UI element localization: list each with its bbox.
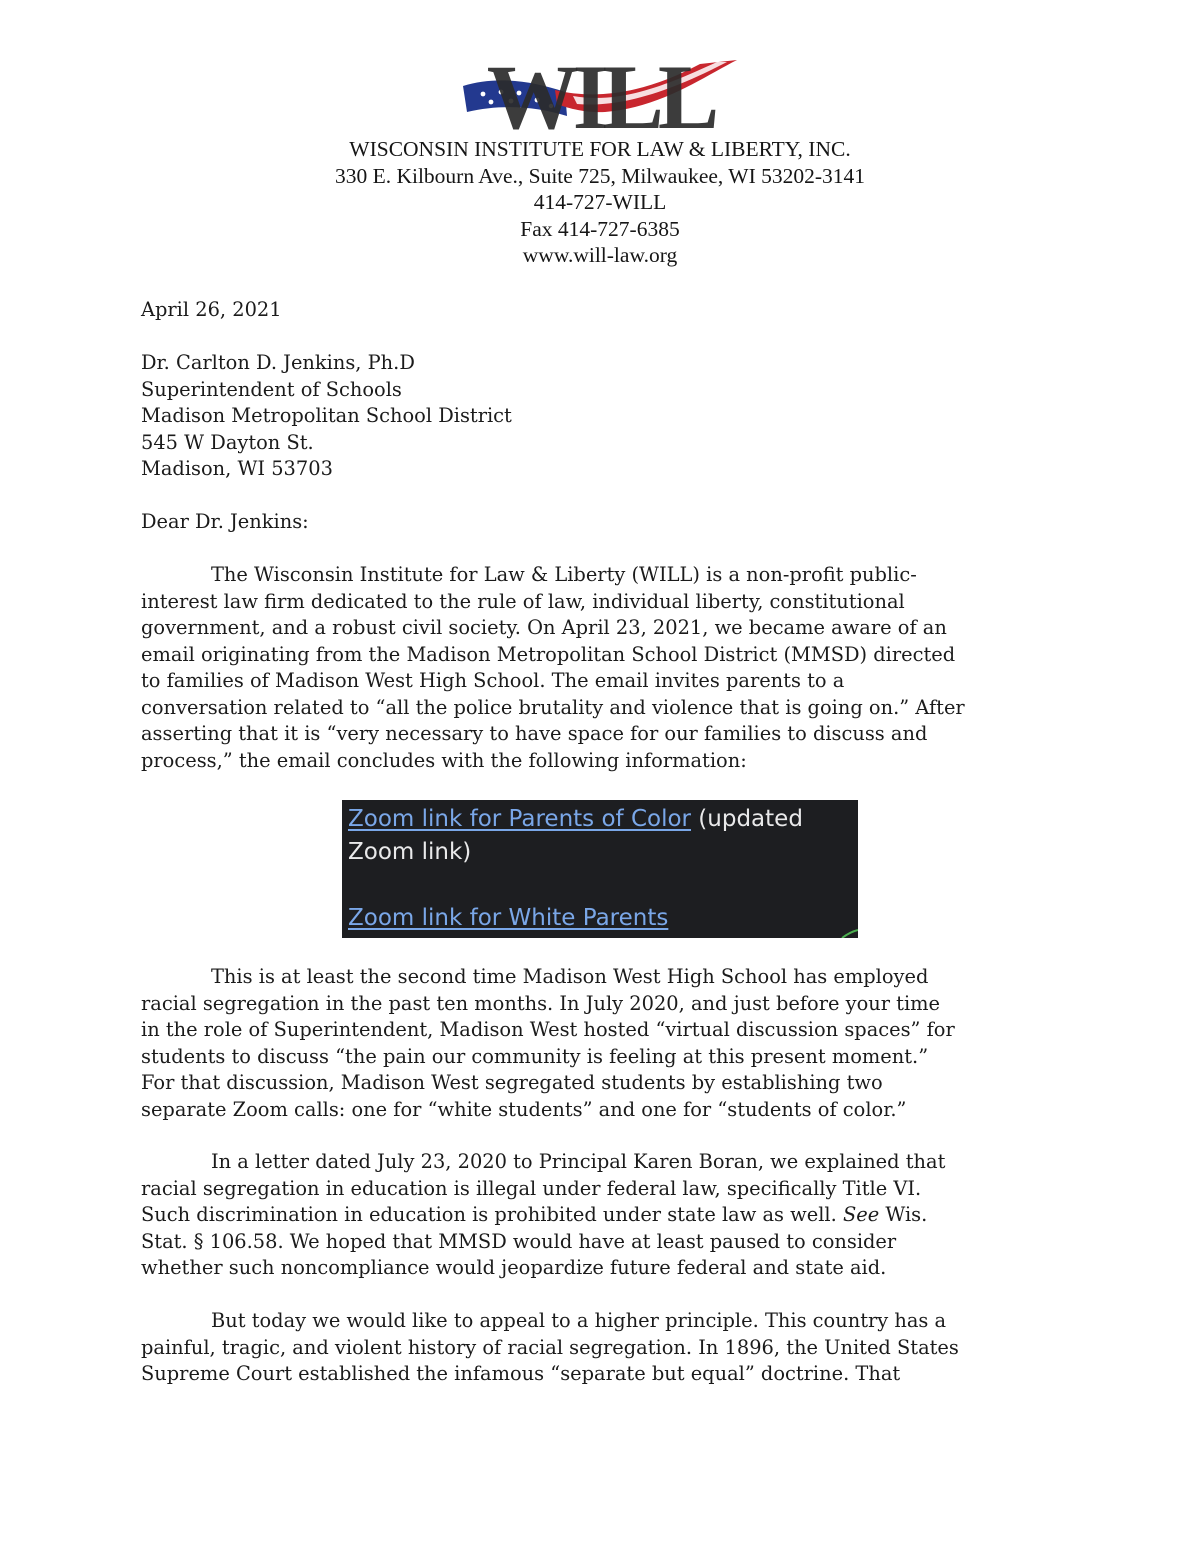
org-fax: Fax 414-727-6385: [520, 216, 680, 241]
paragraph-line: students to discuss “the pain our community is feeling at this present moment.”: [141, 1044, 929, 1068]
date-text: April 26, 2021: [141, 298, 282, 321]
paragraph-4: [141, 1308, 1061, 1388]
paragraph-line: separate Zoom calls: one for “white students” and one for “students of color.”: [141, 1097, 907, 1121]
paragraph-line: racial segregation in the past ten months. In July 2020, and just before your time: [141, 991, 941, 1015]
paragraph-line: government, and a robust civil society. On April 23, 2021, we became aware of an: [141, 616, 947, 639]
recipient-line: Superintendent of Schools: [141, 377, 402, 401]
paragraph-line: [141, 1202, 1061, 1229]
paragraph-line: interest law firm dedicated to the rule of law, individual liberty, constitutional: [141, 589, 905, 613]
paragraph-line: For that discussion, Madison West segregated students by establishing two: [141, 1071, 883, 1094]
corner-mark: [840, 926, 858, 938]
recipient-block: [141, 350, 1061, 483]
letterhead: [0, 136, 1200, 269]
paragraph-line: whether such noncompliance would jeopardize future federal and state aid.: [141, 1256, 887, 1279]
salutation: [141, 509, 1061, 536]
letter-date: [141, 297, 1061, 324]
zoom-line-3: [348, 902, 858, 935]
zoom-line-2: Zoom link): [348, 839, 472, 865]
zoom-line-1: [348, 803, 858, 836]
recipient-line: Dr. Carlton D. Jenkins, Ph.D: [141, 351, 415, 374]
zoom-link-suffix: (updated: [691, 806, 803, 832]
will-logo: [455, 46, 745, 138]
paragraph-line: This is at least the second time Madison West High School has employed: [211, 965, 929, 988]
paragraph-line: Stat. § 106.58. We hoped that MMSD would have at least paused to consider: [141, 1229, 897, 1253]
paragraph-line: painful, tragic, and violent history of racial segregation. In 1896, the United States: [141, 1335, 959, 1359]
recipient-line: 545 W Dayton St.: [141, 430, 314, 454]
recipient-line: Madison, WI 53703: [141, 457, 333, 480]
org-website: www.will-law.org: [522, 243, 678, 268]
paragraph-text: Such discrimination in education is prohibited under state law as well.: [141, 1203, 843, 1226]
paragraph-line: in the role of Superintendent, Madison West hosted “virtual discussion spaces” for: [141, 1018, 955, 1041]
paragraph-line: conversation related to “all the police brutality and violence that is going on.” After: [141, 695, 965, 719]
org-phone: 414-727-WILL: [533, 190, 667, 215]
org-name: WISCONSIN INSTITUTE FOR LAW & LIBERTY, INC.: [349, 137, 851, 161]
paragraph-2: [141, 964, 1061, 1123]
org-address: 330 E. Kilbourn Ave., Suite 725, Milwaukee, WI 53202-3141: [334, 163, 866, 188]
paragraph-3: [141, 1149, 1061, 1282]
zoom-link-white-parents[interactable]: Zoom link for White Parents: [348, 905, 669, 931]
paragraph-line: But today we would like to appeal to a higher principle. This country has a: [211, 1309, 947, 1332]
zoom-line-blank: [348, 869, 858, 902]
citation-signal: See: [842, 1203, 880, 1226]
recipient-line: Madison Metropolitan School District: [141, 404, 512, 427]
email-excerpt-image: [342, 800, 858, 938]
paragraph-line: Supreme Court established the infamous “separate but equal” doctrine. That: [141, 1362, 901, 1385]
paragraph-text: Wis.: [879, 1203, 928, 1226]
logo-text: WILL: [486, 46, 714, 138]
paragraph-line: to families of Madison West High School. The email invites parents to a: [141, 669, 845, 692]
zoom-link-parents-of-color[interactable]: Zoom link for Parents of Color: [348, 806, 691, 832]
paragraph-line: racial segregation in education is illegal under federal law, specifically Title VI.: [141, 1176, 922, 1200]
paragraph-1: [141, 562, 1061, 774]
paragraph-line: asserting that it is “very necessary to have space for our families to discuss and: [141, 722, 928, 745]
paragraph-line: In a letter dated July 23, 2020 to Principal Karen Boran, we explained that: [211, 1150, 946, 1173]
paragraph-line: The Wisconsin Institute for Law & Liberty (WILL) is a non-profit public-: [211, 563, 917, 586]
paragraph-line: process,” the email concludes with the following information:: [141, 748, 747, 772]
salutation-text: Dear Dr. Jenkins:: [141, 510, 309, 533]
paragraph-line: email originating from the Madison Metropolitan School District (MMSD) directed: [141, 642, 956, 666]
